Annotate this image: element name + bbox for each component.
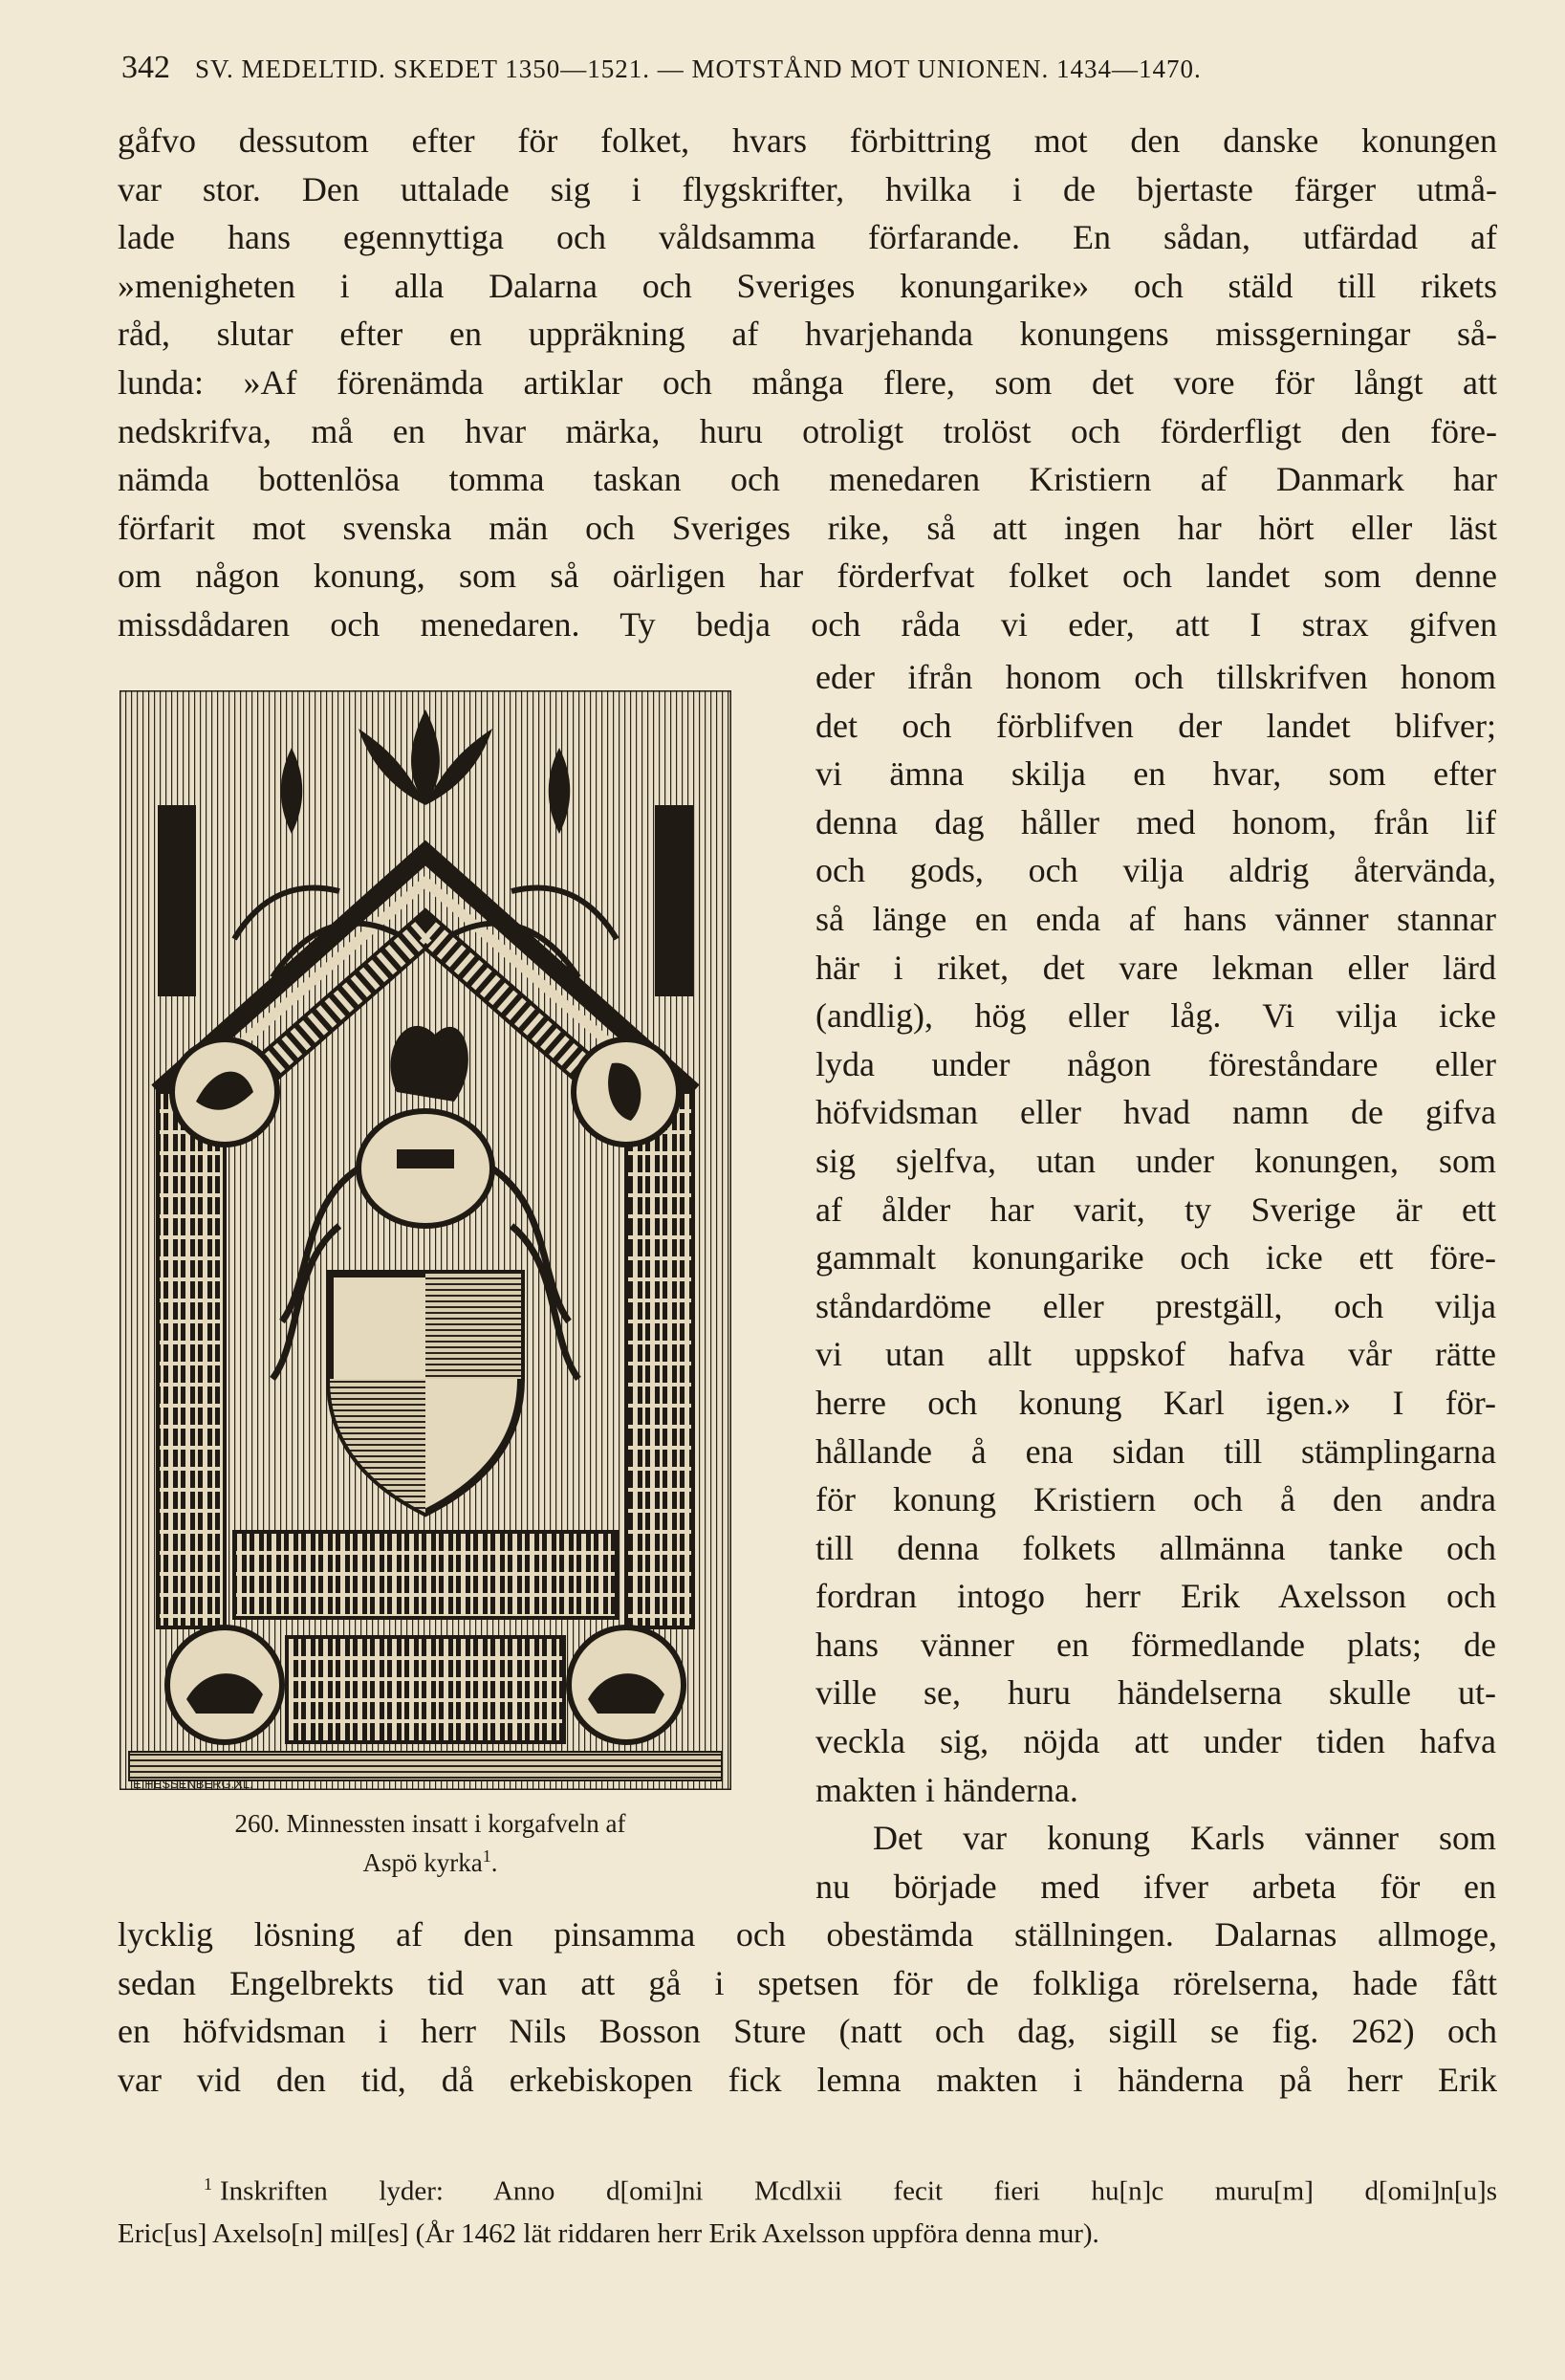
text-line: fordran intogo herr Erik Axelsson och [815, 1577, 1496, 1616]
caption-note-ref: 1 [482, 1846, 491, 1866]
text-line: till denna folkets allmänna tanke och [815, 1528, 1496, 1567]
text-line: här i riket, det vare lekman eller lärd [815, 948, 1496, 987]
text-line: var stor. Den uttalade sig i flygskrifter, hvilka i de bjertaste färger utmå- [118, 169, 1497, 208]
text-line: lade hans egennyttiga och våldsamma förfarande. En sådan, utfärdad af [118, 218, 1497, 257]
text-line: förfarit mot svenska män och Sveriges rike, så att ingen har hört eller läst [118, 508, 1497, 547]
text-line: sig sjelfva, utan under konungen, som [815, 1141, 1496, 1180]
engraving-image [120, 690, 731, 1790]
text-line: det och förblifven der landet blifver; [815, 706, 1496, 745]
text-line: »menigheten i alla Dalarna och Sveriges konungarike» och stäld till rikets [118, 266, 1497, 305]
text-line: nämda bottenlösa tomma taskan och menedaren Kristiern af Danmark har [118, 460, 1497, 499]
engraver-signature: E.HESSENBERG.XL. [133, 1777, 253, 1790]
text-line: ståndardöme eller prestgäll, och vilja [815, 1286, 1496, 1325]
text-line: för konung Kristiern och å den andra [815, 1480, 1496, 1519]
caption-line-1: Minnessten insatt i korgafveln af [286, 1809, 626, 1838]
text-line: lycklig lösning af den pinsamma och obestämda ställningen. Dalarnas allmoge, [118, 1915, 1497, 1954]
footnote-line-1: Inskriften lyder: Anno d[omi]ni Mcdlxii fecit fieri hu[n]c muru[m] d[omi]n[u]s [220, 2175, 1497, 2207]
page-number: 342 [121, 50, 170, 85]
text-line: gammalt konungarike och icke ett före- [815, 1238, 1496, 1277]
footnote-line-2: Eric[us] Axelso[n] mil[es] (År 1462 lät riddaren herr Erik Axelsson uppföra denna mur). [118, 2217, 1099, 2249]
caption-number: 260. [234, 1809, 280, 1838]
text-line: sedan Engelbrekts tid van att gå i spetsen för de folkliga rörelserna, hade fått [118, 1963, 1497, 2002]
running-header [121, 50, 1498, 86]
body-text-bottom [118, 1911, 1497, 2104]
text-line: nu började med ifver arbeta för en [815, 1867, 1496, 1906]
text-line: råd, slutar efter en uppräkning af hvarjehanda konungens missgerningar så- [118, 315, 1497, 354]
text-line: vi utan allt uppskof hafva vår rätte [815, 1335, 1496, 1374]
figure-caption [134, 1807, 727, 1879]
text-line: vi ämna skilja en hvar, som efter [815, 754, 1496, 794]
text-line: gåfvo dessutom efter för folket, hvars förbittring mot den danske konungen [118, 121, 1497, 160]
text-line: hans vänner en förmedlande plats; de [815, 1625, 1496, 1664]
text-line: och gods, och vilja aldrig återvända, [815, 851, 1496, 890]
text-line: ville se, huru händelserna skulle ut- [815, 1673, 1496, 1713]
text-line: makten i händerna. [815, 1770, 1078, 1809]
text-line: af ålder har varit, ty Sverige är ett [815, 1190, 1496, 1229]
text-line: lyda under någon föreståndare eller [815, 1044, 1496, 1083]
footnote [118, 2163, 1497, 2255]
text-line: hållande å ena sidan till stämplingarna [815, 1431, 1496, 1471]
text-line: om någon konung, som så oärligen har förderfvat folket och landet som denne [118, 557, 1497, 596]
text-line: lunda: »Af förenämda artiklar och många flere, som det vore för långt att [118, 362, 1497, 402]
body-text-side [815, 653, 1496, 1911]
text-line: missdådaren och menedaren. Ty bedja och råda vi eder, att I strax gifven [118, 604, 1497, 644]
caption-end: . [490, 1848, 498, 1877]
text-line: veckla sig, nöjda att under tiden hafva [815, 1722, 1496, 1761]
caption-line-2: Aspö kyrka [362, 1848, 483, 1877]
text-line: denna dag håller med honom, från lif [815, 802, 1496, 841]
text-line: en höfvidsman i herr Nils Bosson Sture (natt och dag, sigill se fig. 262) och [118, 2012, 1497, 2051]
body-text-top [118, 117, 1497, 649]
text-line: Det var konung Karls vänner som [873, 1819, 1496, 1858]
text-line: nedskrifva, må en hvar märka, huru otroligt trolöst och förderfligt den före- [118, 411, 1497, 450]
text-line: herre och konung Karl igen.» I för- [815, 1383, 1496, 1422]
text-line: höfvidsman eller hvad namn de gifva [815, 1093, 1496, 1132]
text-line: så länge en enda af hans vänner stannar [815, 899, 1496, 938]
text-line: eder ifrån honom och tillskrifven honom [815, 658, 1496, 696]
footnote-marker: 1 [204, 2174, 212, 2194]
text-line: var vid den tid, då erkebiskopen fick lemna makten i händerna på herr Erik [118, 2060, 1497, 2099]
memorial-stone-engraving [120, 690, 731, 1790]
text-line: (andlig), hög eller låg. Vi vilja icke [815, 996, 1496, 1036]
running-title: SV. MEDELTID. SKEDET 1350—1521. — MOTSTÅND MOT UNIONEN. 1434—1470. [195, 55, 1202, 83]
